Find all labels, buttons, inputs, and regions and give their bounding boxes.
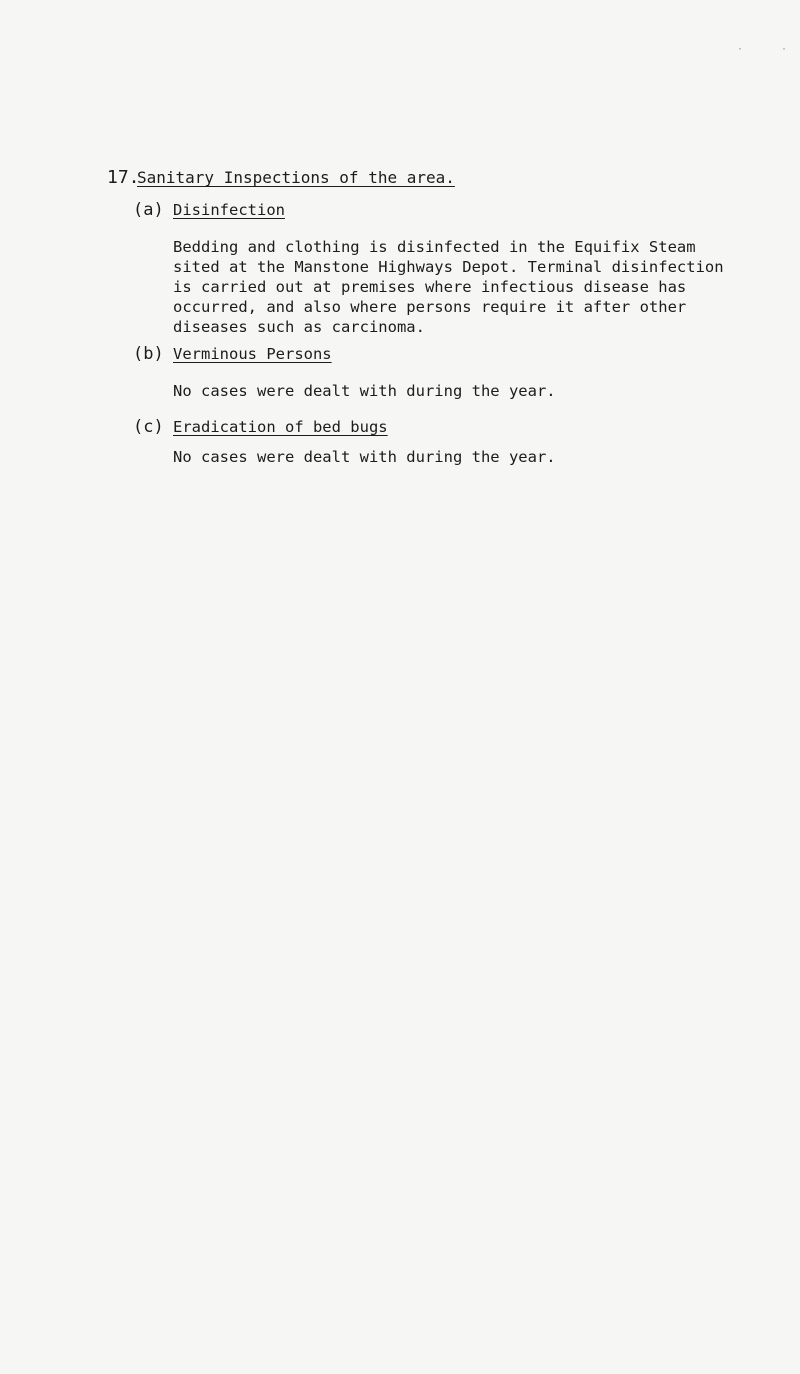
subsection-a-label: (a) xyxy=(133,200,164,220)
paragraph-line: sited at the Manstone Highways Depot. Terminal disinfection xyxy=(173,258,724,276)
section-title: Sanitary Inspections of the area. xyxy=(137,168,455,187)
paragraph-line: occurred, and also where persons require it after other xyxy=(173,298,687,316)
subsection-a-title: Disinfection xyxy=(173,201,285,219)
subsection-b-label: (b) xyxy=(133,344,164,364)
scan-speck: · xyxy=(737,44,744,55)
paragraph-line: is carried out at premises where infectious disease has xyxy=(173,278,687,296)
paragraph-line: No cases were dealt with during the year. xyxy=(173,382,556,400)
subsection-c-paragraph xyxy=(173,447,556,467)
paragraph-line: No cases were dealt with during the year. xyxy=(173,448,556,466)
subsection-b-title: Verminous Persons xyxy=(173,345,332,363)
subsection-c-label: (c) xyxy=(133,417,164,437)
scan-speck: · xyxy=(781,44,788,55)
section-heading xyxy=(107,167,455,189)
section-number: 17. xyxy=(107,167,140,188)
subsection-b-paragraph xyxy=(173,381,556,401)
paragraph-line: diseases such as carcinoma. xyxy=(173,318,425,336)
paragraph-line: Bedding and clothing is disinfected in the Equifix Steam xyxy=(173,238,696,256)
subsection-a-paragraph xyxy=(173,237,724,337)
subsection-c-title: Eradication of bed bugs xyxy=(173,418,388,436)
